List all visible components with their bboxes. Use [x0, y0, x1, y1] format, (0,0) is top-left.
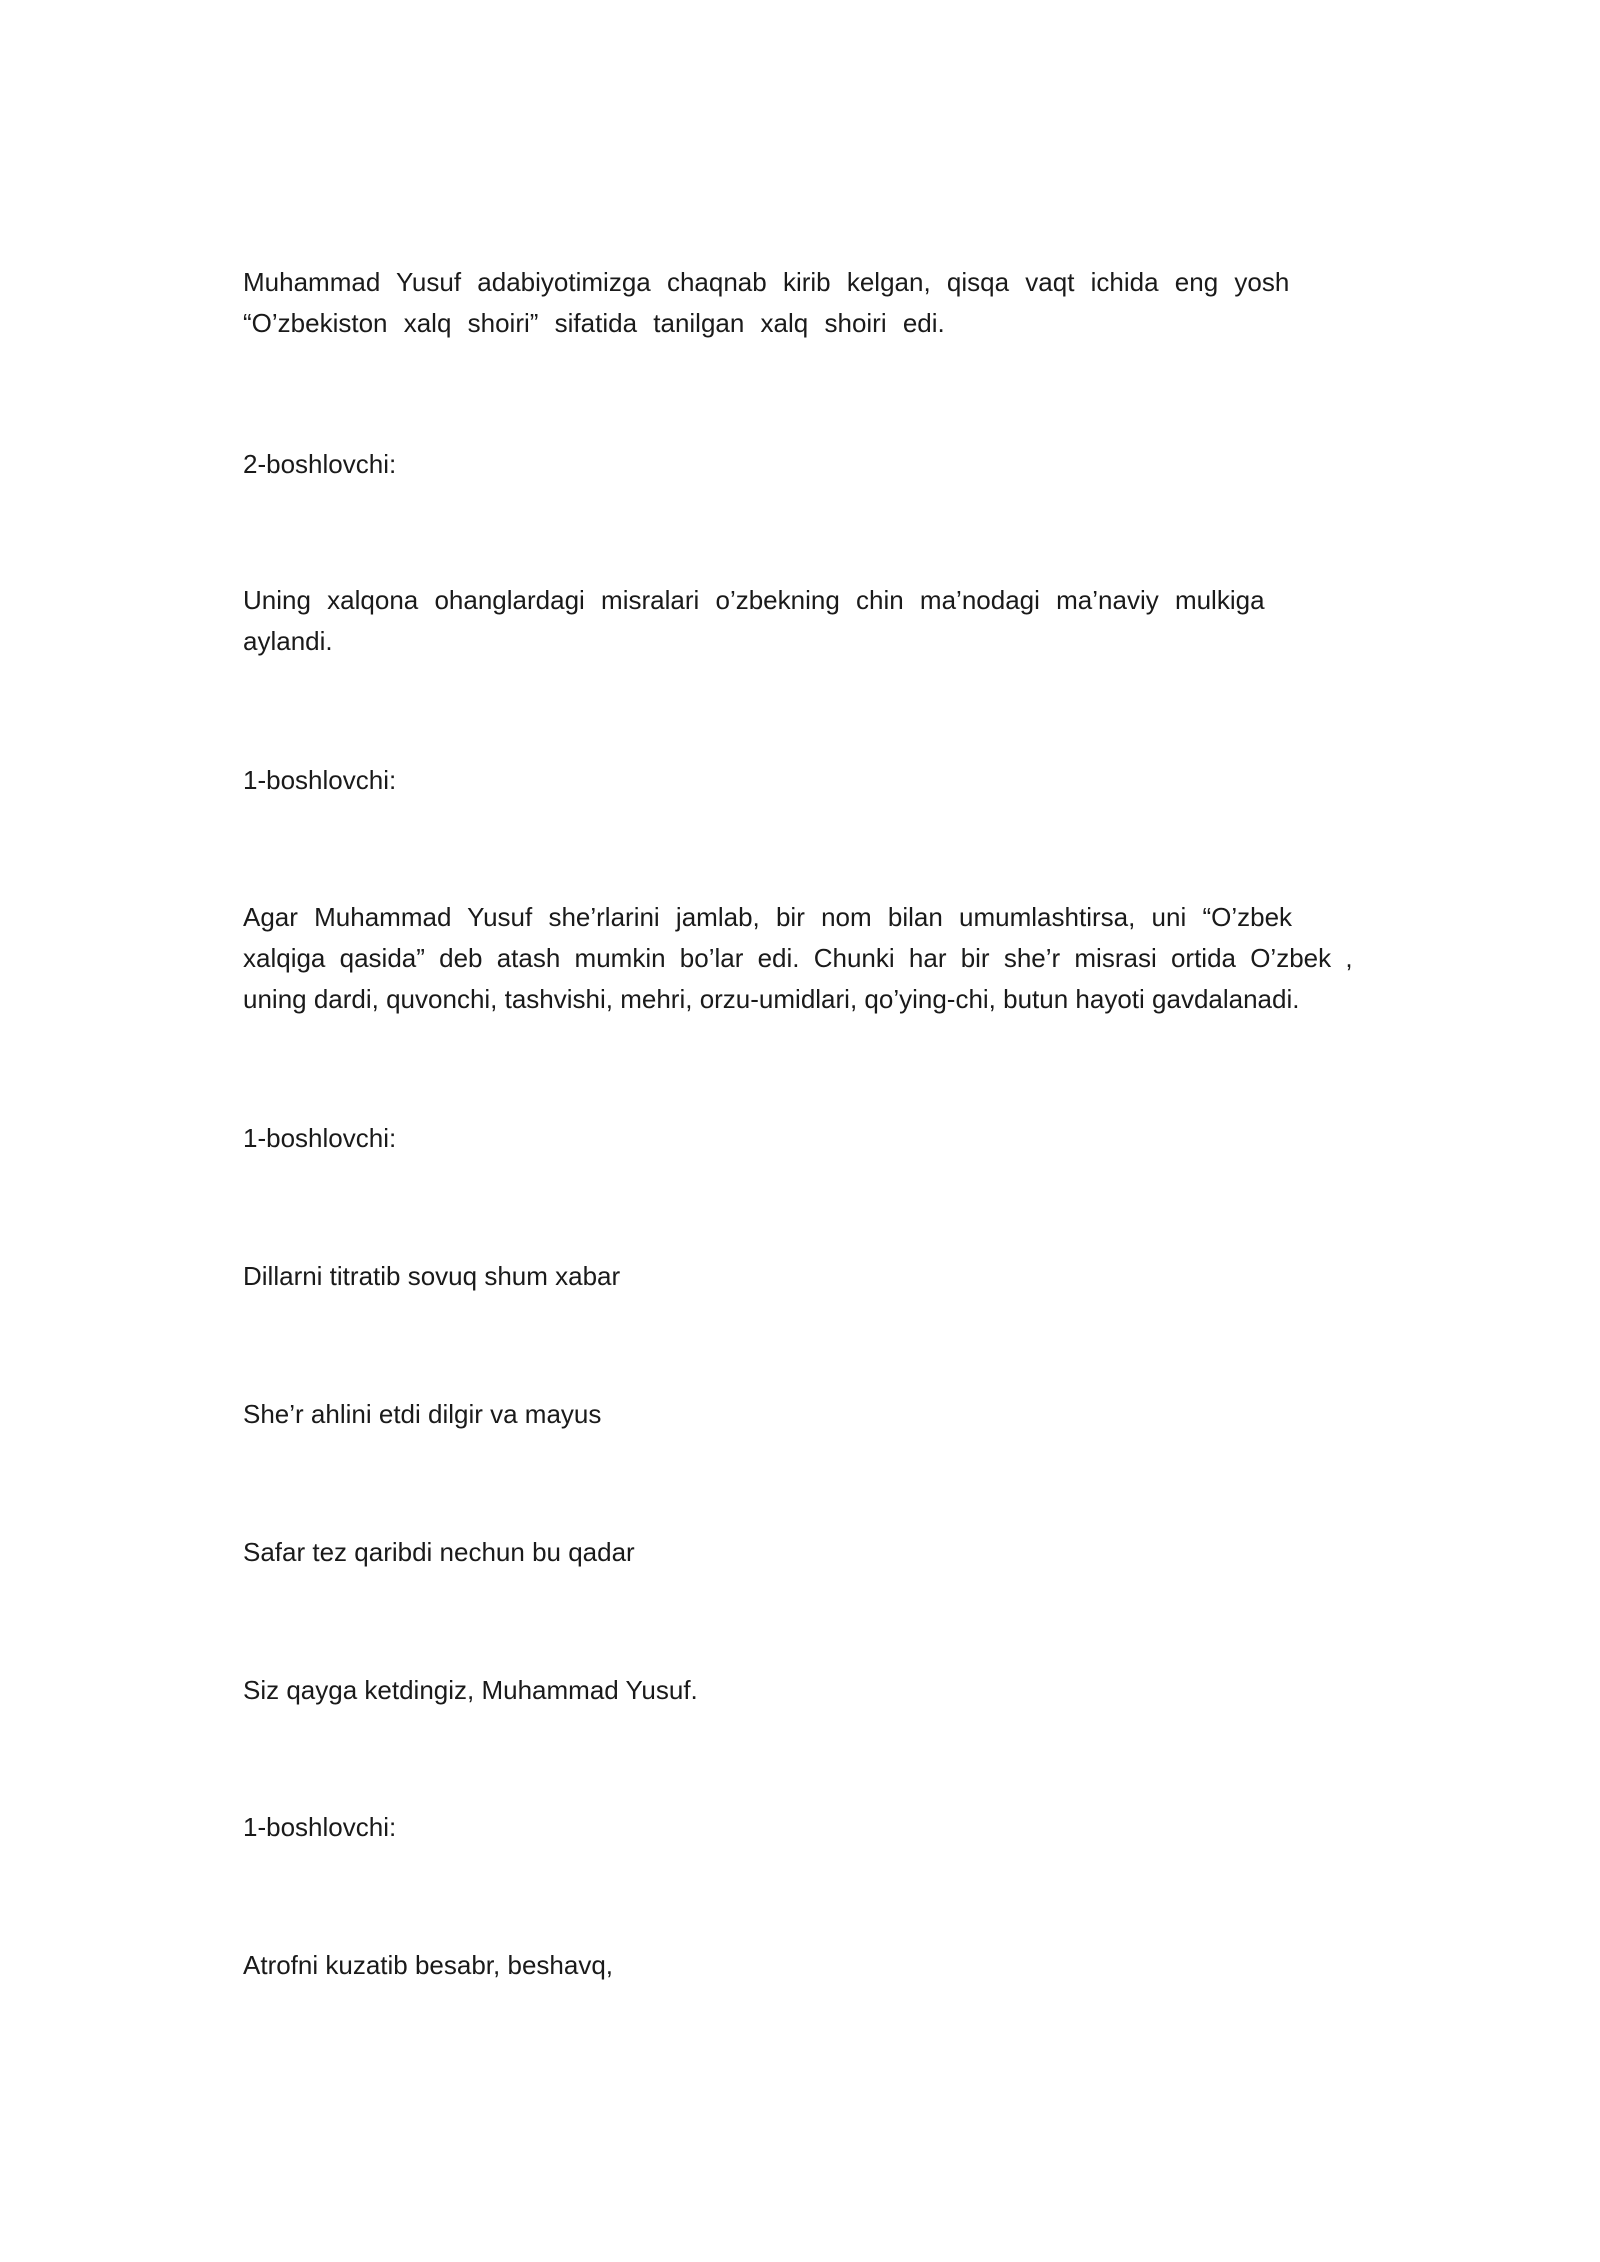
speaker-label — [243, 1807, 396, 1848]
speaker-label — [243, 1118, 396, 1159]
text-line: 1-boshlovchi: — [243, 1812, 397, 1842]
text-line: Safar tez qaribdi nechun bu qadar — [243, 1537, 635, 1567]
paragraph-intro — [243, 262, 1289, 344]
text-line: xalqiga qasida” deb atash mumkin bo’lar edi. Chunki har bir she’r misrasi ortida O’zbek , — [243, 943, 1353, 973]
text-line: 1-boshlovchi: — [243, 765, 397, 795]
paragraph-melodies — [243, 580, 1265, 662]
text-line: aylandi. — [243, 626, 333, 656]
poem-line — [243, 1256, 620, 1297]
text-line: Agar Muhammad Yusuf she’rlarini jamlab, bir nom bilan umumlashtirsa, uni “O’zbek — [243, 902, 1293, 932]
text-line: Atrofni kuzatib besabr, beshavq, — [243, 1950, 614, 1980]
paragraph-qasida — [243, 897, 1353, 1020]
text-line: Siz qayga ketdingiz, Muhammad Yusuf. — [243, 1675, 698, 1705]
text-line: uning dardi, quvonchi, tashvishi, mehri, orzu-umidlari, qo’ying-chi, butun hayoti gavdalanadi. — [243, 984, 1300, 1014]
text-line: Uning xalqona ohanglardagi misralari o’zbekning chin ma’nodagi ma’naviy mulkiga — [243, 585, 1265, 615]
poem-line — [243, 1945, 613, 1986]
poem-line — [243, 1394, 601, 1435]
text-line: She’r ahlini etdi dilgir va mayus — [243, 1399, 602, 1429]
poem-line — [243, 1670, 698, 1711]
text-line: 1-boshlovchi: — [243, 1123, 397, 1153]
text-line: “O’zbekiston xalq shoiri” sifatida tanilgan xalq shoiri edi. — [243, 308, 945, 338]
speaker-label — [243, 444, 396, 485]
text-line: Dillarni titratib sovuq shum xabar — [243, 1261, 621, 1291]
poem-line — [243, 1532, 635, 1573]
text-line: Muhammad Yusuf adabiyotimizga chaqnab kirib kelgan, qisqa vaqt ichida eng yosh — [243, 267, 1290, 297]
speaker-label — [243, 760, 396, 801]
text-line: 2-boshlovchi: — [243, 449, 397, 479]
